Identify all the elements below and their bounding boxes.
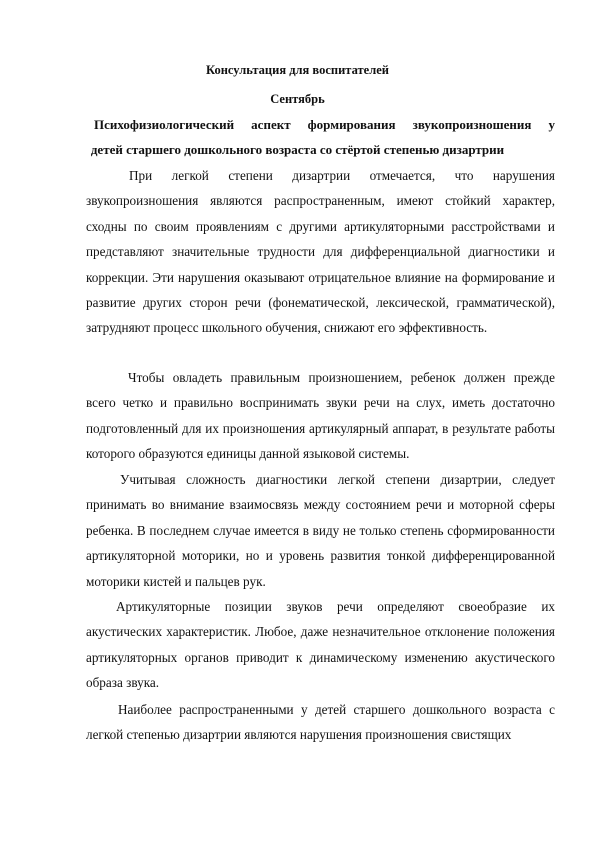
paragraph-1-text: При легкой степени дизартрии отмечается, что нарушения звукопроизношения являются распространенным, имеют стойкий характер, сходны по своим проявлениям с другими артикуляторными расстройствами и представляют значительные трудности для дифференциальной диагностики и коррекции. Эти нарушения оказывают отрицательное влияние на формирование и развитие других сторон речи (фонематической, лексической, грамматической), затрудняют процесс школьного обучения, снижают его эффективность.: [86, 168, 555, 336]
paragraph-1: [86, 163, 555, 341]
topic-heading-line-2: детей старшего дошкольного возраста со стёртой степенью дизартрии: [90, 142, 505, 157]
paragraph-5-text: Наиболее распространенными у детей старшего дошкольного возраста с легкой степенью дизартрии являются нарушения произношения свистящих: [86, 702, 555, 743]
paragraph-2: [86, 365, 555, 467]
paragraph-4-text: Артикуляторные позиции звуков речи определяют своеобразие их акустических характеристик. Любое, даже незначительное отклонение положения артикуляторных органов приводит к динамическому изменению акустического образа звука.: [86, 599, 555, 691]
paragraph-4: [86, 594, 555, 696]
topic-heading-line-1: Психофизиологический аспект формирования звукопроизношения у: [94, 117, 555, 132]
consultation-title: Консультация для воспитателей: [206, 63, 389, 77]
month-subtitle: Сентябрь: [270, 92, 325, 106]
paragraph-3: [86, 467, 555, 594]
paragraph-2-text: Чтобы овладеть правильным произношением, ребенок должен прежде всего четко и правильно воспринимать звуки речи на слух, иметь достаточно подготовленный для их произношения артикулярный аппарат, в результате работы которого образуются единицы данной языковой системы.: [86, 370, 555, 462]
paragraph-5: [86, 697, 555, 748]
paragraph-3-text: Учитывая сложность диагностики легкой степени дизартрии, следует принимать во внимание взаимосвязь между состоянием речи и моторной сферы ребенка. В последнем случае имеется в виду не только степень сформированности артикуляторной моторики, но и уровень развития тонкой дифференцированной моторики кистей и пальцев рук.: [86, 472, 555, 589]
